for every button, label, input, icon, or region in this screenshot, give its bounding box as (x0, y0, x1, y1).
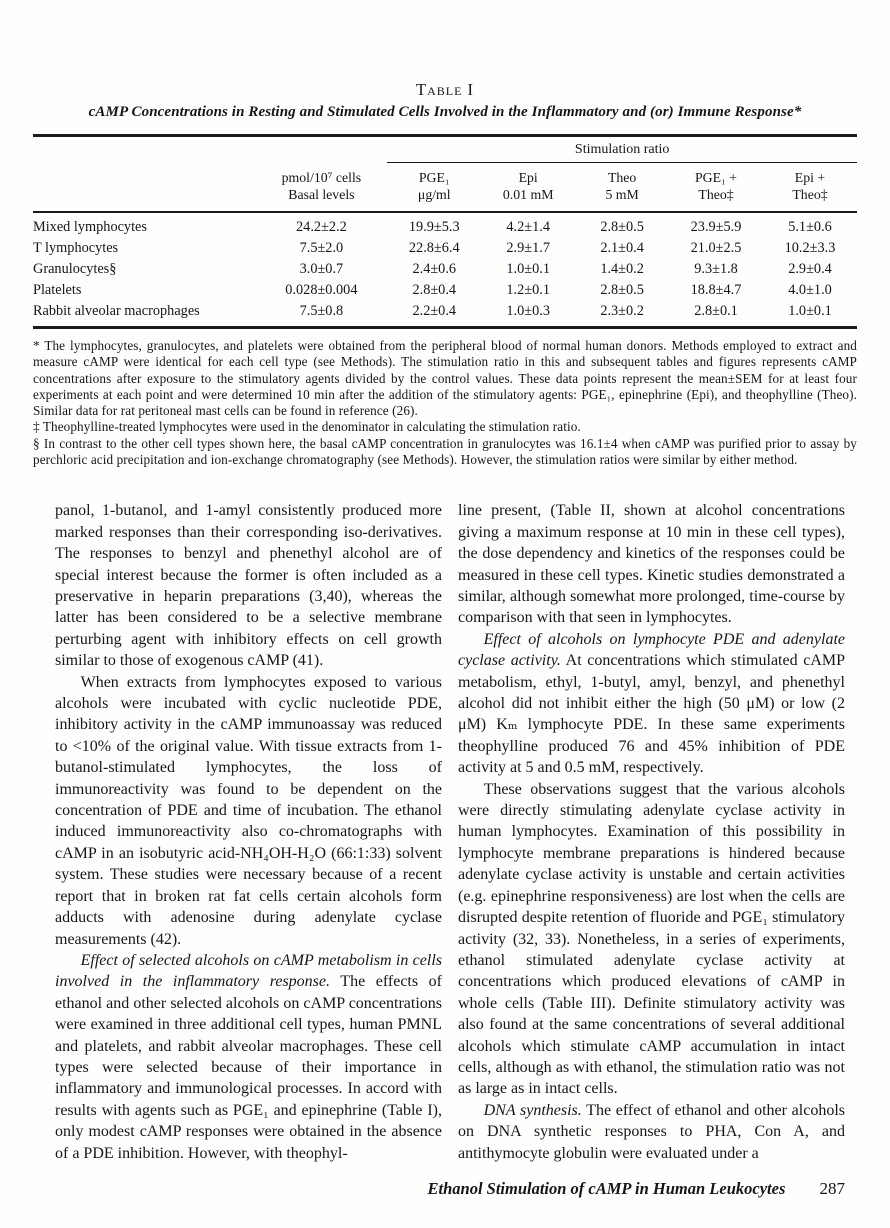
column-header-line: Basal levels (288, 187, 355, 202)
paragraph-text: The effect of ethanol and other alcohols on DNA synthetic responses to PHA, Con A, and antithymocyte globulin were evaluated under a (458, 1101, 845, 1162)
table-section (33, 0, 857, 329)
column-header-line: Epi + (794, 170, 826, 185)
table-row (33, 280, 857, 301)
column-header-line: Epi (518, 170, 538, 185)
cell: 7.5±2.0 (299, 240, 344, 256)
paragraph (458, 629, 845, 779)
cell: 2.8±0.4 (412, 282, 457, 298)
column-header-line: μg/ml (417, 187, 451, 202)
page-footer (0, 1179, 845, 1199)
section-lead: DNA synthesis. (483, 1101, 582, 1119)
paragraph: line present, (Table II, shown at alcohol concentrations giving a maximum response at 10 min in these cell types), the dose dependency and kinetics of the responses could be measured in these cell types. Kinetic studies demonstrated a similar, although somewhat more prolonged, time-course by comparison with that seen in lymphocytes. (458, 502, 845, 627)
cell: 4.2±1.4 (506, 219, 550, 235)
column-header-line: PGE₁ + (694, 170, 738, 185)
paragraph-text: At concentrations which stimulated cAMP metabolism, ethyl, 1-butyl, amyl, benzyl, and phenethyl alcohol did not inhibit either the high (50 μM) or low (2 μM) Kₘ lymphocyte PDE. In these same experiments theophylline produced 76 and 45% inhibition of PDE activity at 5 and 0.5 mM, respectively. (458, 652, 845, 777)
camp-concentrations-table (33, 134, 857, 329)
cell: 2.2±0.4 (412, 303, 457, 319)
column-header-line: Theo (607, 170, 637, 185)
page-number: 287 (819, 1178, 845, 1198)
column-header-line: PGE₁ (418, 170, 450, 185)
group-header-spacer (33, 136, 387, 163)
paragraph (55, 950, 442, 1164)
cell: 2.8±0.5 (600, 282, 644, 298)
cell: 24.2±2.2 (296, 219, 347, 235)
footnote-asterisk: * The lymphocytes, granulocytes, and platelets were obtained from the peripheral blood of normal human donors. Methods employed to extract and measure cAMP were identical for each cell type (see Methods). The stimulation ratio in this and subsequent tables and figures represents cAMP concentrations after exposure to the stimulatory agents divided by the control values. These data points represent the mean±SEM for at least four experiments at each point and were determined 10 min after the addition of the stimulatory agents: PGE₁, epinephrine (Epi), and theophylline (Theo). Similar data for rat peritoneal mast cells can be found in reference (26). (33, 338, 857, 419)
cell: 19.9±5.3 (408, 219, 460, 235)
cell: 23.9±5.9 (690, 219, 742, 235)
row-label: Granulocytes§ (33, 261, 117, 277)
column-header-line: 0.01 mM (502, 187, 554, 202)
cell: 2.9±0.4 (788, 261, 832, 277)
column-header-theo (575, 163, 669, 213)
paragraph: These observations suggest that the various alcohols were directly stimulating adenylate cyclase activity in human lymphocytes. Examination of this possibility in lymphocyte membrane preparations is hindered because adenylate cyclase activity is unstable and certain activities (e.g. epinephrine responsiveness) are lost when the cells are disrupted despite retention of fluoride and PGE₁ stimulatory activity (32, 33). Nonetheless, in a series of experiments, ethanol stimulated adenylate cyclase activity at concentrations which produced elevations of cAMP in whole cells (Table III). Definite stimulatory activity was also found at the same concentrations of several additional alcohols which stimulate cAMP accumulation in intact cells, although as with ethanol, the stimulation ratio was not as large as in intact cells. (458, 780, 845, 1098)
cell: 2.8±0.5 (600, 219, 644, 235)
cell: 2.8±0.1 (694, 303, 738, 319)
row-label: Mixed lymphocytes (33, 219, 147, 235)
cell: 0.028±0.004 (285, 282, 358, 298)
cell: 4.0±1.0 (788, 282, 832, 298)
group-header: Stimulation ratio (387, 136, 857, 163)
column-header-line: pmol/10⁷ cells (281, 170, 362, 185)
column-header-basal (255, 163, 387, 213)
table-footnotes (33, 338, 857, 468)
group-header-row (33, 136, 857, 163)
body-columns (55, 500, 845, 1164)
column-header-line: 5 mM (605, 187, 639, 202)
row-label: Platelets (33, 282, 82, 298)
cell: 7.5±0.8 (299, 303, 344, 319)
row-label: Rabbit alveolar macrophages (33, 303, 200, 319)
cell: 21.0±2.5 (690, 240, 742, 256)
row-label: T lymphocytes (33, 240, 119, 256)
left-column (55, 500, 442, 1164)
column-header-pge1-theo (669, 163, 763, 213)
paragraph: panol, 1-butanol, and 1-amyl consistently produced more marked responses than their corresponding iso-derivatives. The responses to benzyl and phenethyl alcohol are of special interest because the former is often included as a preservative in heparin preparations (3,40), whereas the latter has been considered to be a selective membrane perturbing agent with inhibitory effects on cell growth similar to those of exogenous cAMP (41). (55, 502, 442, 670)
cell: 10.2±3.3 (784, 240, 836, 256)
paragraph: When extracts from lymphocytes exposed to various alcohols were incubated with cyclic nucleotide PDE, inhibitory activity in the cAMP immunoassay was reduced to <10% of the original value. With tissue extracts from 1-butanol-stimulated lymphocytes, the loss of immunoreactivity was found to be dependent on the concentration of PDE and time of incubation. The ethanol induced immunoreactivity also co-chromatographs with cAMP in an isobutyric acid-NH₄OH-H₂O (66:1:33) solvent system. These studies were necessary because of a recent report that in broken rat fat cells certain alcohols form adducts with adenosine during adenylate cyclase measurements (42). (55, 673, 442, 948)
cell: 9.3±1.8 (694, 261, 738, 277)
cell: 2.1±0.4 (600, 240, 644, 256)
cell: 1.0±0.1 (506, 261, 550, 277)
table-row (33, 238, 857, 259)
column-header-line: Theo‡ (792, 187, 828, 202)
column-header-empty (33, 163, 255, 213)
section-lead: Effect of alcohols on lymphocyte PDE and adenylate cyclase activity. (458, 630, 845, 670)
paragraph-text: The effects of ethanol and other selected alcohols on cAMP concentrations were examined in three additional cell types, human PMNL and platelets, and rabbit alveolar macrophages. These cell types were selected because of their importance in inflammatory and immunological processes. In accord with results with agents such as PGE₁ and epinephrine (Table I), only modest cAMP responses were obtained in the absence of a PDE inhibition. However, with theophyl- (55, 973, 442, 1162)
running-title: Ethanol Stimulation of cAMP in Human Leukocytes (427, 1178, 786, 1198)
cell: 18.8±4.7 (690, 282, 742, 298)
column-header-epi (481, 163, 575, 213)
table-row (33, 301, 857, 328)
cell: 1.0±0.1 (788, 303, 832, 319)
section-lead: Effect of selected alcohols on cAMP metabolism in cells involved in the inflammatory response. (55, 951, 442, 991)
cell: 1.0±0.3 (506, 303, 550, 319)
cell: 5.1±0.6 (788, 219, 832, 235)
cell: 2.3±0.2 (600, 303, 644, 319)
column-header-row (33, 163, 857, 213)
cell: 1.4±0.2 (600, 261, 644, 277)
column-header-epi-theo (763, 163, 857, 213)
cell: 2.9±1.7 (506, 240, 550, 256)
cell: 2.4±0.6 (412, 261, 457, 277)
table-row (33, 212, 857, 238)
cell: 3.0±0.7 (299, 261, 344, 277)
cell: 22.8±6.4 (408, 240, 460, 256)
column-header-line: Theo‡ (698, 187, 734, 202)
cell: 1.2±0.1 (506, 282, 550, 298)
footnote-double-dagger: ‡ Theophylline-treated lymphocytes were used in the denominator in calculating the stimulation ratio. (33, 419, 581, 435)
table-label: Table I (415, 80, 475, 99)
column-header-pge1 (387, 163, 481, 213)
table-row (33, 259, 857, 280)
paragraph (458, 1100, 845, 1164)
right-column (458, 500, 845, 1164)
footnote-section: § In contrast to the other cell types shown here, the basal cAMP concentration in granulocytes was 16.1±4 when cAMP was purified prior to assay by perchloric acid precipitation and ion-exchange chromatography (see Methods). However, the stimulation ratios were similar by either method. (33, 435, 857, 468)
table-caption: cAMP Concentrations in Resting and Stimulated Cells Involved in the Inflammatory and (or) Immune Response* (88, 104, 802, 120)
